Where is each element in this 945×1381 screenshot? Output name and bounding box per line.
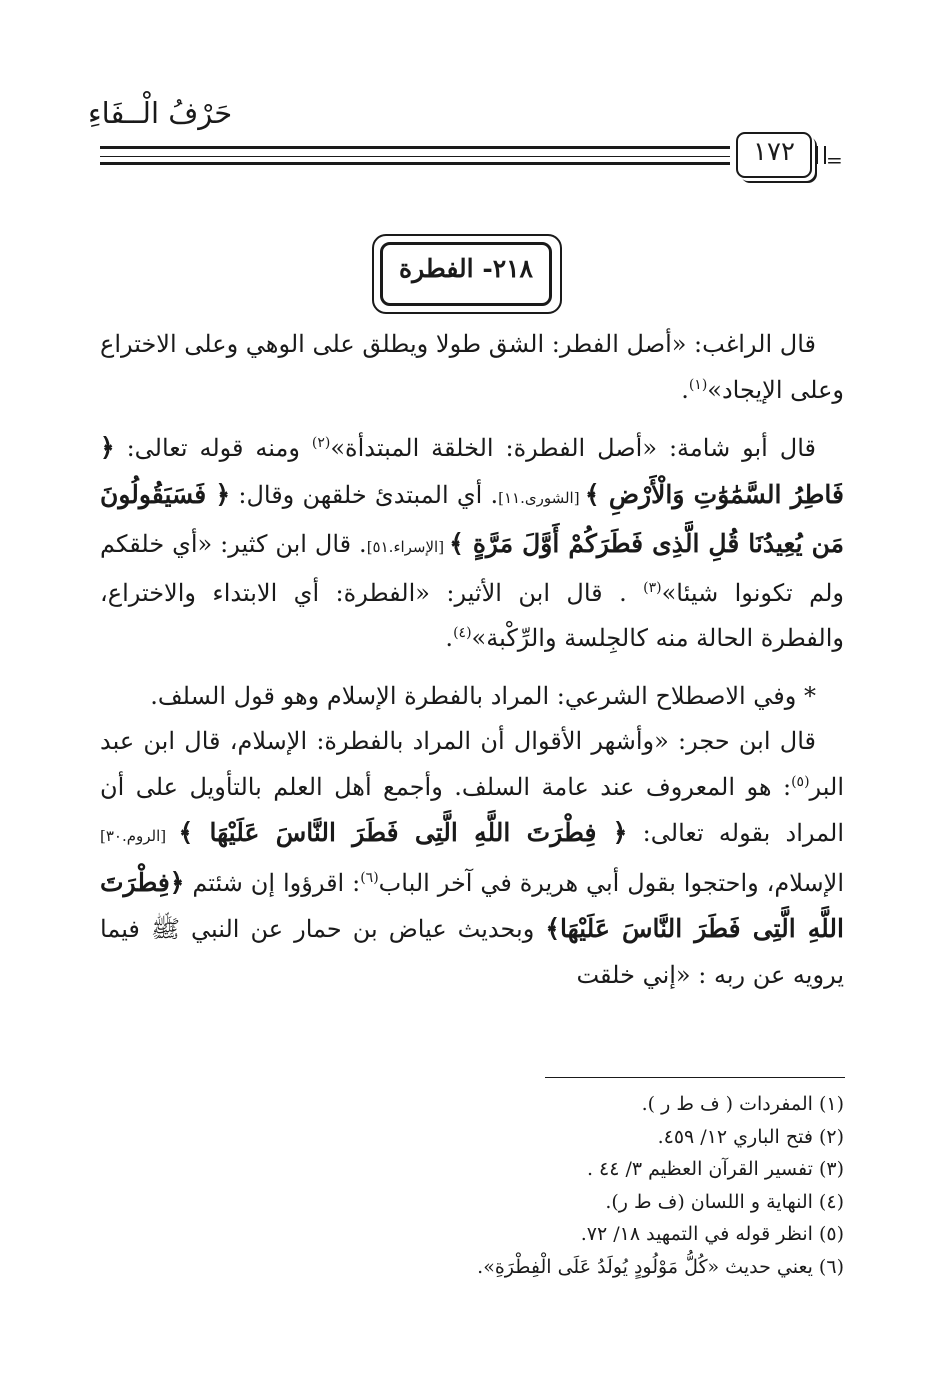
text-ibn-hajar-2: : هو المعروف عند عامة السلف. وأجمع أهل العلم بالتأويل على أن المراد بقوله تعالى:	[100, 772, 844, 847]
footnote-ref-3: (٣)	[643, 579, 662, 596]
header-ornament-equals: =	[826, 148, 843, 172]
paragraph-raghib	[100, 322, 844, 413]
paragraph-ibn-hajar	[100, 719, 844, 998]
header-rule-middle	[100, 156, 730, 157]
entry-title: ٢١٨- الفطرة	[399, 254, 533, 283]
text-sharia-definition: * وفي الاصطلاح الشرعي: المراد بالفطرة الإسلام وهو قول السلف.	[150, 681, 816, 710]
ayah-rum-repeat: ﴿فِطْرَتَ اللَّهِ الَّتِى فَطَرَ النَّاسَ عَلَيْهَا﴾	[100, 867, 844, 943]
text-ibn-hajar-3: الإسلام، واحتجوا بقول أبي هريرة في آخر الباب	[378, 868, 844, 897]
paragraph-sharia-definition	[100, 674, 844, 720]
ayah-ref-isra: [الإسراء.٥١]	[366, 538, 450, 556]
text-raghib: قال الراغب: «أصل الفطر: الشق طولا ويطلق على الوهي وعلى الاختراع وعلى الإيجاد»	[100, 330, 844, 404]
ayah-ref-rum: [الروم.٣٠]	[100, 827, 179, 845]
footnotes	[400, 1088, 844, 1283]
footnote-4: (٤) النهاية و اللسان (ف ط ر).	[605, 1190, 844, 1213]
ayah-isra: ﴿ فَسَيَقُولُونَ مَن يُعِيدُنَا قُلِ الَّذِى فَطَرَكُمْ أَوَّلَ مَرَّةٍ ﴾	[100, 479, 844, 558]
footnote-6: (٦) يعني حديث «كُلُّ مَوْلُودٍ يُولَدُ عَلَى الْفِطْرَةِ».	[477, 1255, 844, 1278]
text-abu-shama-2: ومنه قوله تعالى:	[114, 434, 312, 462]
page-number: ١٧٢	[753, 137, 795, 167]
text-ibn-hajar: قال ابن حجر: «وأشهر الأقوال أن المراد بالفطرة: الإسلام، قال ابن عبد البر	[100, 727, 844, 801]
ayah-ref-shura: [الشورى.١١]	[498, 488, 585, 507]
text-ibn-athir-end: .	[445, 624, 454, 652]
ayah-fatir: ﴿ فَاطِرُ السَّمَٰوَٰتِ وَالْأَرْضِ ﴾	[100, 433, 844, 509]
chapter-title: حَرْفُ الْــفَاءِ	[88, 96, 233, 130]
footnote-ref-6: (٦)	[360, 869, 379, 886]
footnote-ref-4: (٤)	[453, 625, 472, 641]
ayah-rum: ﴿ فِطْرَتَ اللَّهِ الَّتِى فَطَرَ النَّاسَ عَلَيْهَا ﴾	[178, 818, 628, 847]
footnote-ref-2: (٢)	[311, 435, 331, 451]
paragraph-abu-shama	[100, 425, 844, 662]
text-ibn-kathir: . قال ابن كثير: «أي خلقكم ولم تكونوا شيئا»	[100, 530, 844, 607]
header-ornament-bars	[816, 146, 826, 164]
footnote-3: (٣) تفسير القرآن العظيم ٣/ ٤٤ .	[586, 1158, 844, 1180]
text-ibn-hajar-4: : اقرؤوا إن شئتم	[184, 868, 361, 897]
footnote-1: (١) المفردات ( ف ط ر ).	[641, 1093, 844, 1115]
header-rule-bottom	[100, 162, 730, 165]
text-ibn-athir: . قال ابن الأثير: «الفطرة: أي الابتداء والاختراع، والفطرة الحالة منه كالجِلسة والرِّكْبة»	[100, 578, 844, 652]
footnote-5: (٥) انظر قوله في التمهيد ١٨/ ٧٢.	[580, 1223, 844, 1245]
footnote-separator	[545, 1077, 845, 1078]
main-text	[100, 322, 844, 998]
footnote-ref-1: (١)	[688, 376, 708, 393]
text-abu-shama-3: . أي المبتدئ خلقهن وقال:	[230, 480, 499, 509]
footnote-ref-5: (٥)	[791, 773, 810, 790]
text-ibn-hajar-5: وبحديث عياض بن حمار عن النبي ﷺ فيما يرويه عن ربه : «إني خلقت	[100, 915, 844, 989]
text-abu-shama: قال أبو شامة: «أصل الفطرة: الخلقة المبتدأة»	[330, 434, 816, 462]
footnote-2: (٢) فتح الباري ١٢/ ٤٥٩.	[657, 1125, 844, 1148]
text-raghib-end: .	[681, 375, 689, 404]
header-rule-top	[100, 146, 730, 149]
